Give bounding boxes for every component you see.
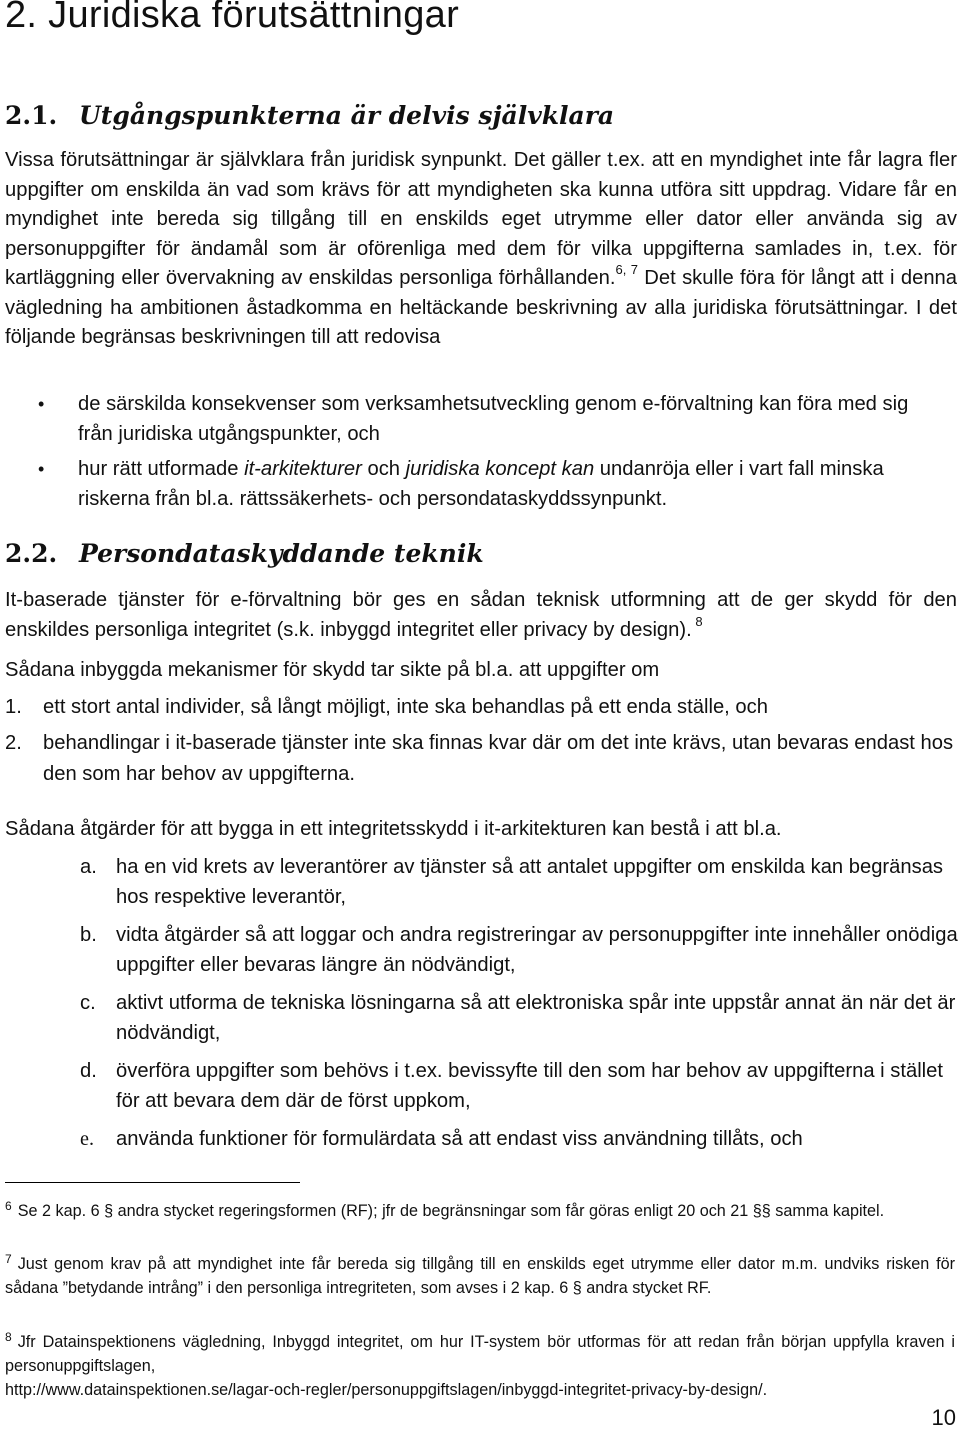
list-item (38, 455, 938, 514)
footnote-number: 7 (5, 1251, 12, 1266)
bullet-emphasis: it-arkitekturer (244, 458, 362, 480)
list-marker: c. (80, 992, 96, 1014)
list-marker: d. (80, 1060, 97, 1082)
privacy-paragraph (5, 586, 957, 645)
section-number: 2.1. (5, 101, 58, 130)
list-item (80, 920, 960, 980)
footnote-divider (5, 1182, 300, 1183)
footnote-number: 6 (5, 1198, 12, 1213)
footnote-6 (5, 1199, 955, 1223)
section-heading-2-1 (5, 101, 614, 130)
footnote-ref-8[interactable]: 8 (691, 613, 703, 629)
intro-text: Vissa förutsättningar är självklara från juridisk synpunkt. Det gäller t.ex. att en myndighet inte får lagra fler uppgifter om enskilda än vad som krävs för att myndigheten ska kunna utföra sitt uppdrag. Vidare får en myndighet inte bereda sig tillgång till en enskilds eget utrymme eller dator eller använda sig av personuppgifter för ändamål som är oförenliga med dem för vilka uppgifterna samlades in, t.ex. för kartläggning eller övervakning av enskildas personliga förhållanden. (5, 149, 957, 289)
list-text: behandlingar i it-baserade tjänster inte ska finnas kvar där om det inte krävs, utan bevaras endast hos den som har behov av uppgifterna. (43, 732, 954, 785)
list-text: överföra uppgifter som behövs i t.ex. bevissyfte till den som har behov av uppgifterna i stället för att bevara dem där de först uppkom, (116, 1060, 943, 1112)
page-number: 10 (931, 1405, 956, 1430)
list-marker: 2. (5, 732, 22, 754)
list-text: ha en vid krets av leverantörer av tjänster så att antalet uppgifter om enskilda kan begränsas hos respektive leverantör, (116, 856, 944, 908)
section-title: Utgångspunkterna är delvis självklara (79, 101, 615, 130)
intro-paragraph (5, 146, 957, 353)
list-text: ett stort antal individer, så långt möjligt, inte ska behandlas på ett enda ställe, och (43, 696, 768, 718)
list-marker: e. (80, 1128, 95, 1150)
privacy-text: It-baserade tjänster för e-förvaltning bör ges en sådan teknisk utformning att de ger skydd för den enskildes personliga integritet (s.k. inbyggd integritet eller privacy by design). (5, 589, 957, 641)
list-item (80, 1056, 960, 1116)
list-marker: b. (80, 924, 97, 946)
bullet-text: och (361, 458, 406, 480)
mechanisms-paragraph: Sådana inbyggda mekanismer för skydd tar sikte på bl.a. att uppgifter om (5, 659, 660, 681)
chapter-heading: 2. Juridiska förutsättningar (5, 0, 460, 36)
list-item (5, 692, 957, 723)
list-marker: a. (80, 856, 97, 878)
list-text: aktivt utforma de tekniska lösningarna så att elektroniska spår inte uppstår annat än när det är nödvändigt, (116, 992, 956, 1044)
section-title: Persondataskyddande teknik (79, 539, 484, 568)
list-marker: 1. (5, 696, 22, 718)
bullet-list (38, 390, 938, 520)
section-number: 2.2. (5, 539, 58, 568)
footnote-8 (5, 1330, 955, 1378)
bullet-emphasis: juridiska koncept kan (405, 458, 595, 480)
bullet-icon: • (38, 459, 45, 479)
list-item (80, 988, 960, 1048)
intro-text-cont: Det skulle föra för långt att i denna vägledning ha ambitionen åstadkomma en heltäckande beskrivning av alla juridiska förutsättningar. I det följande begränsas beskrivningen till att redovisa (5, 267, 958, 348)
list-text: använda funktioner för formulärdata så att endast viss användning tillåts, och (116, 1128, 803, 1150)
list-item (5, 728, 957, 790)
list-item (80, 852, 960, 912)
footnote-text: Jfr Datainspektionens vägledning, Inbyggd integritet, om hur IT-system bör utformas för att redan från början uppfylla kraven i personuppgiftslagen, (5, 1333, 955, 1375)
footnote-text: Just genom krav på att myndighet inte får bereda sig tillgång till en enskilds eget utrymme eller dator m.m. undviks risken för sådana ”betydande intrång” i den personliga intregriteten, som avses i 2 kap. 6 § andra stycket RF. (5, 1255, 955, 1297)
list-text: vidta åtgärder så att loggar och andra registreringar av personuppgifter inte innehåller onödiga uppgifter eller bevaras längre än nödvändigt, (116, 924, 958, 976)
list-item (80, 1124, 960, 1154)
bullet-text: de särskilda konsekvenser som verksamhetsutveckling genom e-förvaltning kan föra med sig från juridiska utgångspunkter, och (78, 393, 909, 445)
bullet-text: hur rätt utformade (78, 458, 245, 480)
footnote-link[interactable]: http://www.datainspektionen.se/lagar-och-regler/personuppgiftslagen/inbyggd-integritet-privacy-by-design/. (5, 1381, 768, 1399)
list-item (38, 390, 938, 449)
measures-paragraph: Sådana åtgärder för att bygga in ett integritetsskydd i it-arkitekturen kan bestå i att bl.a. (5, 818, 782, 840)
footnote-number: 8 (5, 1329, 12, 1344)
section-heading-2-2 (5, 539, 484, 568)
numbered-list (5, 692, 957, 795)
footnote-text: Se 2 kap. 6 § andra stycket regeringsformen (RF); jfr de begränsningar som får göras enligt 20 och 21 §§ samma kapitel. (17, 1202, 885, 1220)
footnote-7 (5, 1252, 955, 1300)
footnote-ref-6-7[interactable]: 6, 7 (615, 262, 638, 278)
bullet-text: undanröja eller i vart fall minska riskerna från bl.a. rättssäkerhets- och persondataskyddssynpunkt. (78, 458, 884, 510)
bullet-icon: • (38, 394, 45, 414)
lettered-list (80, 852, 960, 1162)
